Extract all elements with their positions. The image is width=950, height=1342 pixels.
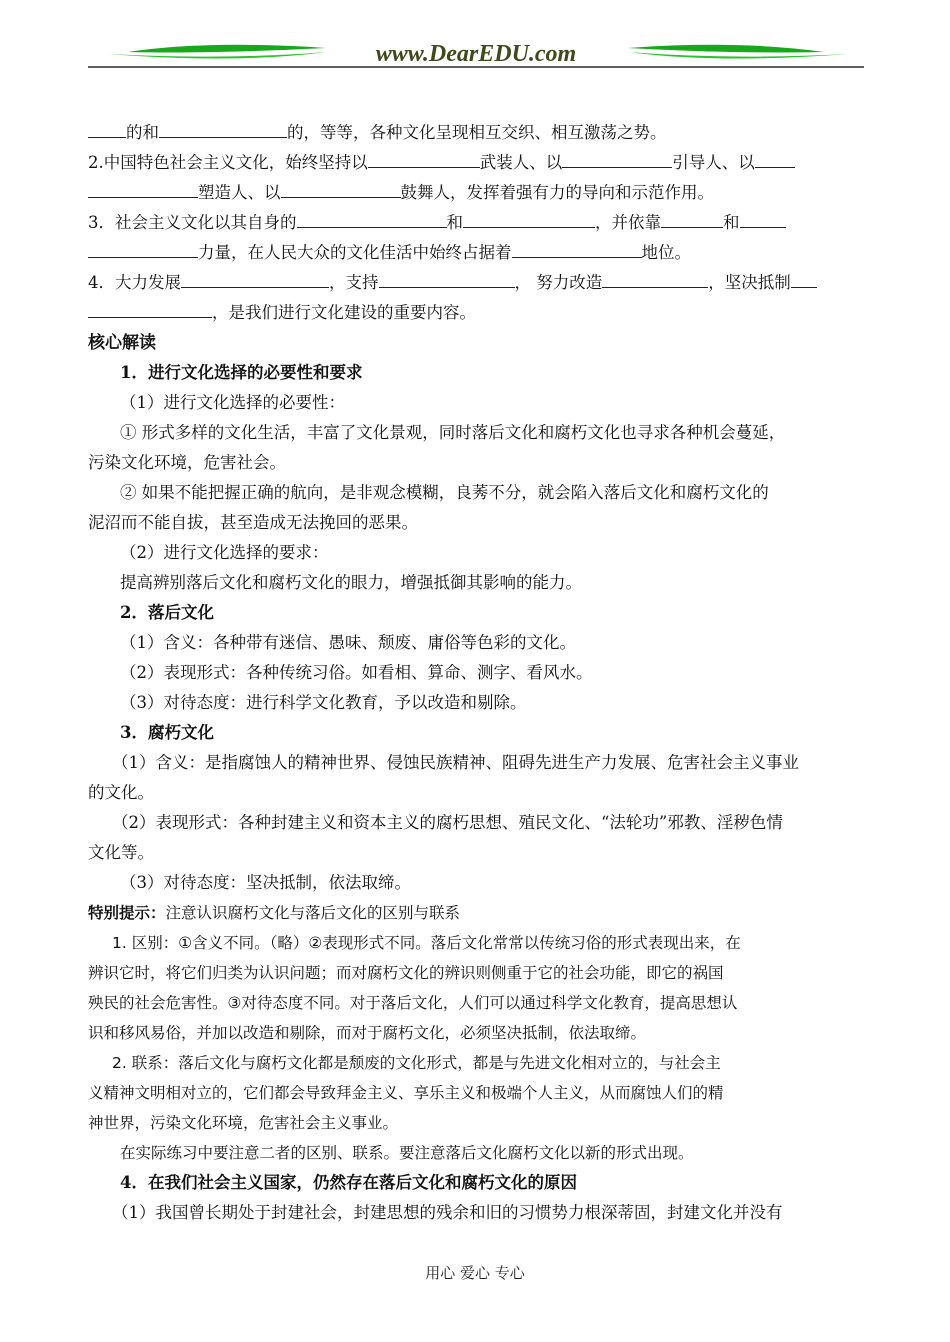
blank xyxy=(379,269,515,288)
paragraph: （1）含义：各种带有迷信、愚味、颓废、庸俗等色彩的文化。 xyxy=(120,633,576,652)
fill-line-1: 的和 的，等等，各种文化呈现相互交织、相互激荡之势。 xyxy=(88,118,868,148)
section-1-title: 1．进行文化选择的必要性和要求 xyxy=(120,363,363,382)
tip-heading: 特别提示：注意认识腐朽文化与落后文化的区别与联系 xyxy=(88,904,461,922)
paragraph: （3）对待态度：坚决抵制，依法取缔。 xyxy=(120,873,411,892)
core-heading: 核心解读 xyxy=(88,333,156,353)
paragraph: （1）我国曾长期处于封建社会，封建思想的残余和旧的习惯势力根深蒂固，封建文化并没有 xyxy=(112,1203,783,1222)
paragraph: 泥沼而不能自拔，甚至造成无法挽回的恶果。 xyxy=(88,513,418,532)
paragraph: （3）对待态度：进行科学文化教育，予以改造和剔除。 xyxy=(120,693,527,712)
blank xyxy=(791,269,817,288)
blank xyxy=(602,269,708,288)
paragraph: 文化等。 xyxy=(88,843,154,862)
paragraph: 2. 联系：落后文化与腐朽文化都是颓废的文化形式，都是与先进文化相对立的，与社会主 xyxy=(112,1054,721,1072)
blank xyxy=(281,179,401,198)
paragraph: （2）进行文化选择的要求： xyxy=(120,543,329,562)
paragraph: ② 如果不能把握正确的航向，是非观念模糊，良莠不分，就会陷入落后文化和腐朽文化的 xyxy=(120,483,769,502)
blank xyxy=(463,209,595,228)
left-leaf-swoosh-lower xyxy=(108,52,326,59)
blank xyxy=(755,149,795,168)
section-4-title: 4．在我们社会主义国家，仍然存在落后文化和腐朽文化的原因 xyxy=(120,1173,577,1192)
fill-line-5: 力量，在人民大众的文化佳活中始终占据着 地位。 xyxy=(88,238,868,268)
section-3-title: 3．腐朽文化 xyxy=(120,723,214,742)
paragraph: 识和移风易俗，并加以改造和剔除，而对于腐朽文化，必须坚决抵制，依法取缔。 xyxy=(88,1024,647,1042)
paragraph: （1）进行文化选择的必要性： xyxy=(120,393,345,412)
paragraph: 殃民的社会危害性。③对待态度不同。对于落后文化，人们可以通过科学文化教育，提高思想认 xyxy=(88,994,738,1012)
paragraph: 义精神文明相对立的，它们都会导致拜金主义、享乐主义和极端个人主义，从而腐蚀人们的精 xyxy=(88,1084,724,1102)
blank xyxy=(740,209,786,228)
blank xyxy=(297,209,447,228)
special-tip-block xyxy=(88,898,868,1168)
blank xyxy=(88,179,198,198)
paragraph: （1）含义：是指腐蚀人的精神世界、侵蚀民族精神、阻碍先进生产力发展、危害社会主义事业 xyxy=(112,753,799,772)
fill-line-2: 2.中国特色社会主义文化，始终坚持以 武装人、以 引导人、以 xyxy=(88,148,868,178)
blank xyxy=(88,119,126,138)
paragraph: 神世界，污染文化环境，危害社会主义事业。 xyxy=(88,1114,399,1132)
paragraph: 污染文化环境，危害社会。 xyxy=(88,453,286,472)
section-2-title: 2．落后文化 xyxy=(120,603,214,622)
site-name: www.DearEDU.com xyxy=(375,41,577,67)
blank xyxy=(88,299,212,318)
blank xyxy=(368,149,480,168)
paragraph: 在实际练习中要注意二者的区别、联系。要注意落后文化腐朽文化以新的形式出现。 xyxy=(120,1144,694,1162)
blank xyxy=(661,209,723,228)
blank xyxy=(512,239,642,258)
header-banner xyxy=(88,30,864,76)
left-leaf-swoosh xyxy=(128,45,326,53)
document-body xyxy=(88,118,868,1228)
blank xyxy=(181,269,329,288)
paragraph: ① 形式多样的文化生活，丰富了文化景观，同时落后文化和腐朽文化也寻求各种机会蔓延， xyxy=(120,423,786,442)
paragraph: 提高辨别落后文化和腐朽文化的眼力，增强抵御其影响的能力。 xyxy=(120,573,582,592)
page-header xyxy=(88,30,864,76)
blank xyxy=(88,239,198,258)
fill-line-3: 塑造人、以 鼓舞人，发挥着强有力的导向和示范作用。 xyxy=(88,178,868,208)
fill-line-6: 4．大力发展 ，支持 ， 努力改造 ，坚决抵制 xyxy=(88,268,868,298)
blank xyxy=(159,119,287,138)
paragraph: （2）表现形式：各种封建主义和资本主义的腐朽思想、殖民文化、“法轮功”邪教、淫秽色情 xyxy=(112,813,783,832)
paragraph: 的文化。 xyxy=(88,783,154,802)
paragraph: （2）表现形式：各种传统习俗。如看相、算命、测字、看风水。 xyxy=(120,663,593,682)
blank xyxy=(562,149,672,168)
right-leaf-swoosh-lower xyxy=(628,52,848,59)
page-footer: 用心 爱心 专心 xyxy=(425,1264,525,1282)
paragraph: 辨识它时，将它们归类为认识问题；而对腐朽文化的辨识则侧重于它的社会功能，即它的祸国 xyxy=(88,964,724,982)
fill-line-7: ，是我们进行文化建设的重要内容。 xyxy=(88,298,868,328)
fill-line-4: 3．社会主义文化以其自身的 和 ，并依靠 和 xyxy=(88,208,868,238)
right-leaf-swoosh xyxy=(628,45,824,53)
paragraph: 1. 区别：①含义不同。（略）②表现形式不同。落后文化常常以传统习俗的形式表现出来，在 xyxy=(112,934,741,952)
